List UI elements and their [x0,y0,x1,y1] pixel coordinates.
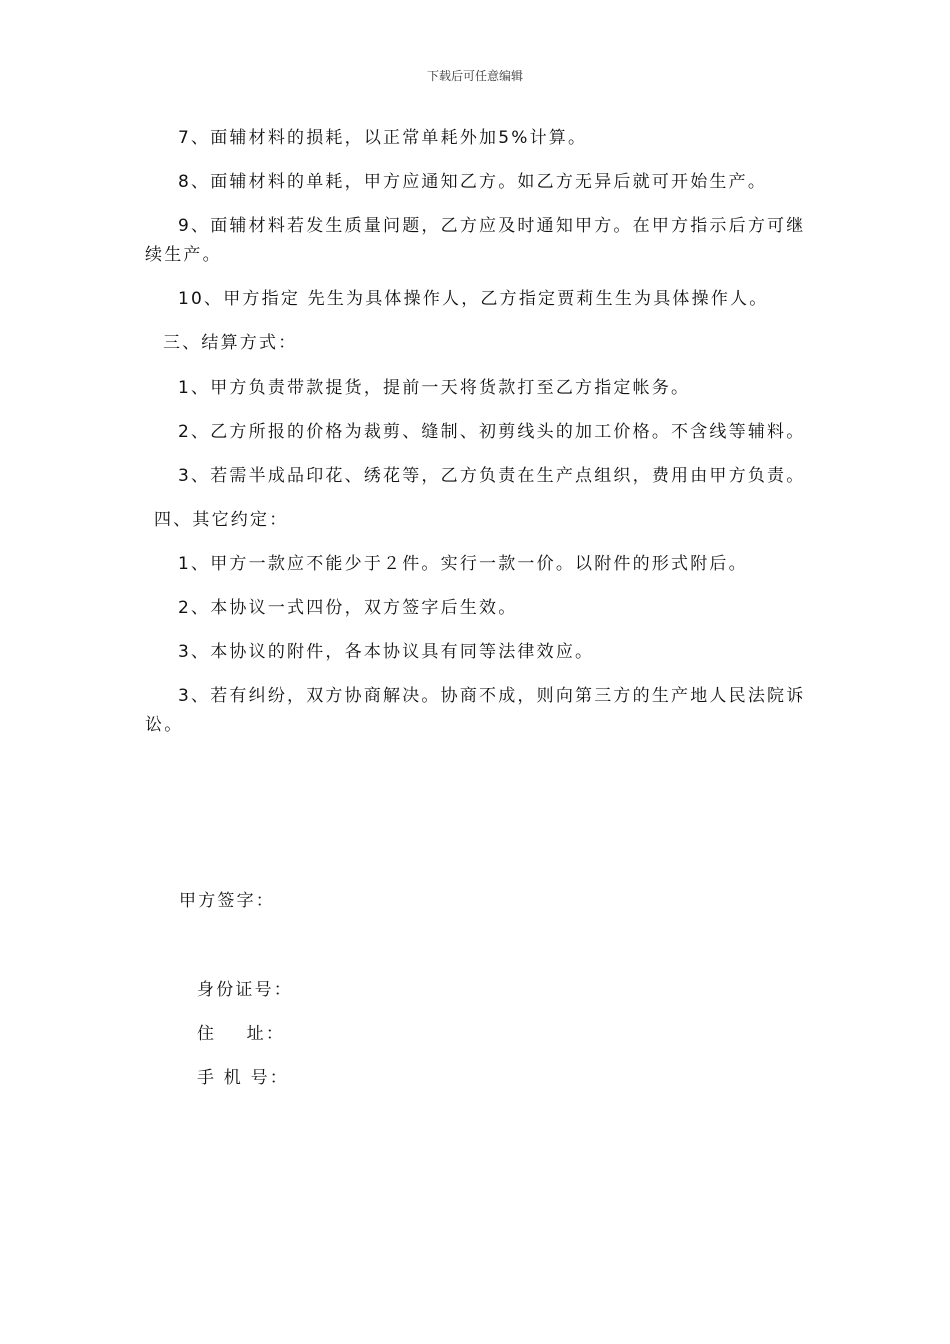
section-4-item-3: 3、本协议的附件，各本协议具有同等法律效应。 [178,642,595,662]
section-4-item-1: 1、甲方一款应不能少于２件。实行一款一价。以附件的形式附后。 [178,554,748,574]
section-4-item-4: 3、若有纠纷，双方协商解决。协商不成，则向第三方的生产地人民法院诉讼。 [145,686,806,735]
clause-10: 10、甲方指定 先生为具体操作人，乙方指定贾莉生生为具体操作人。 [178,289,769,309]
section-4-item-2: 2、本协议一式四份，双方签字后生效。 [178,598,518,618]
section-3-item-1: 1、甲方负责带款提货，提前一天将货款打至乙方指定帐务。 [178,378,691,398]
clause-8: 8、面辅材料的单耗，甲方应通知乙方。如乙方无异后就可开始生产。 [178,172,768,192]
party-a-signature-label: 甲方签字： [179,891,275,911]
phone-label: 手 机 号： [197,1068,290,1088]
clause-7: 7、面辅材料的损耗，以正常单耗外加5%计算。 [178,128,588,148]
section-4-heading: 四、其它约定： [154,510,289,530]
id-number-label: 身份证号： [197,980,293,1000]
section-3-item-3: 3、若需半成品印花、绣花等，乙方负责在生产点组织，费用由甲方负责。 [178,466,806,486]
section-3-item-2: 2、乙方所报的价格为裁剪、缝制、初剪线头的加工价格。不含线等辅料。 [178,422,806,442]
section-3-heading: 三、结算方式： [163,333,298,353]
address-label: 住 址： [197,1024,286,1044]
clause-9: 9、面辅材料若发生质量问题，乙方应及时通知甲方。在甲方指示后方可继续生产。 [145,216,806,265]
page-header-note: 下载后可任意编辑 [426,69,523,83]
